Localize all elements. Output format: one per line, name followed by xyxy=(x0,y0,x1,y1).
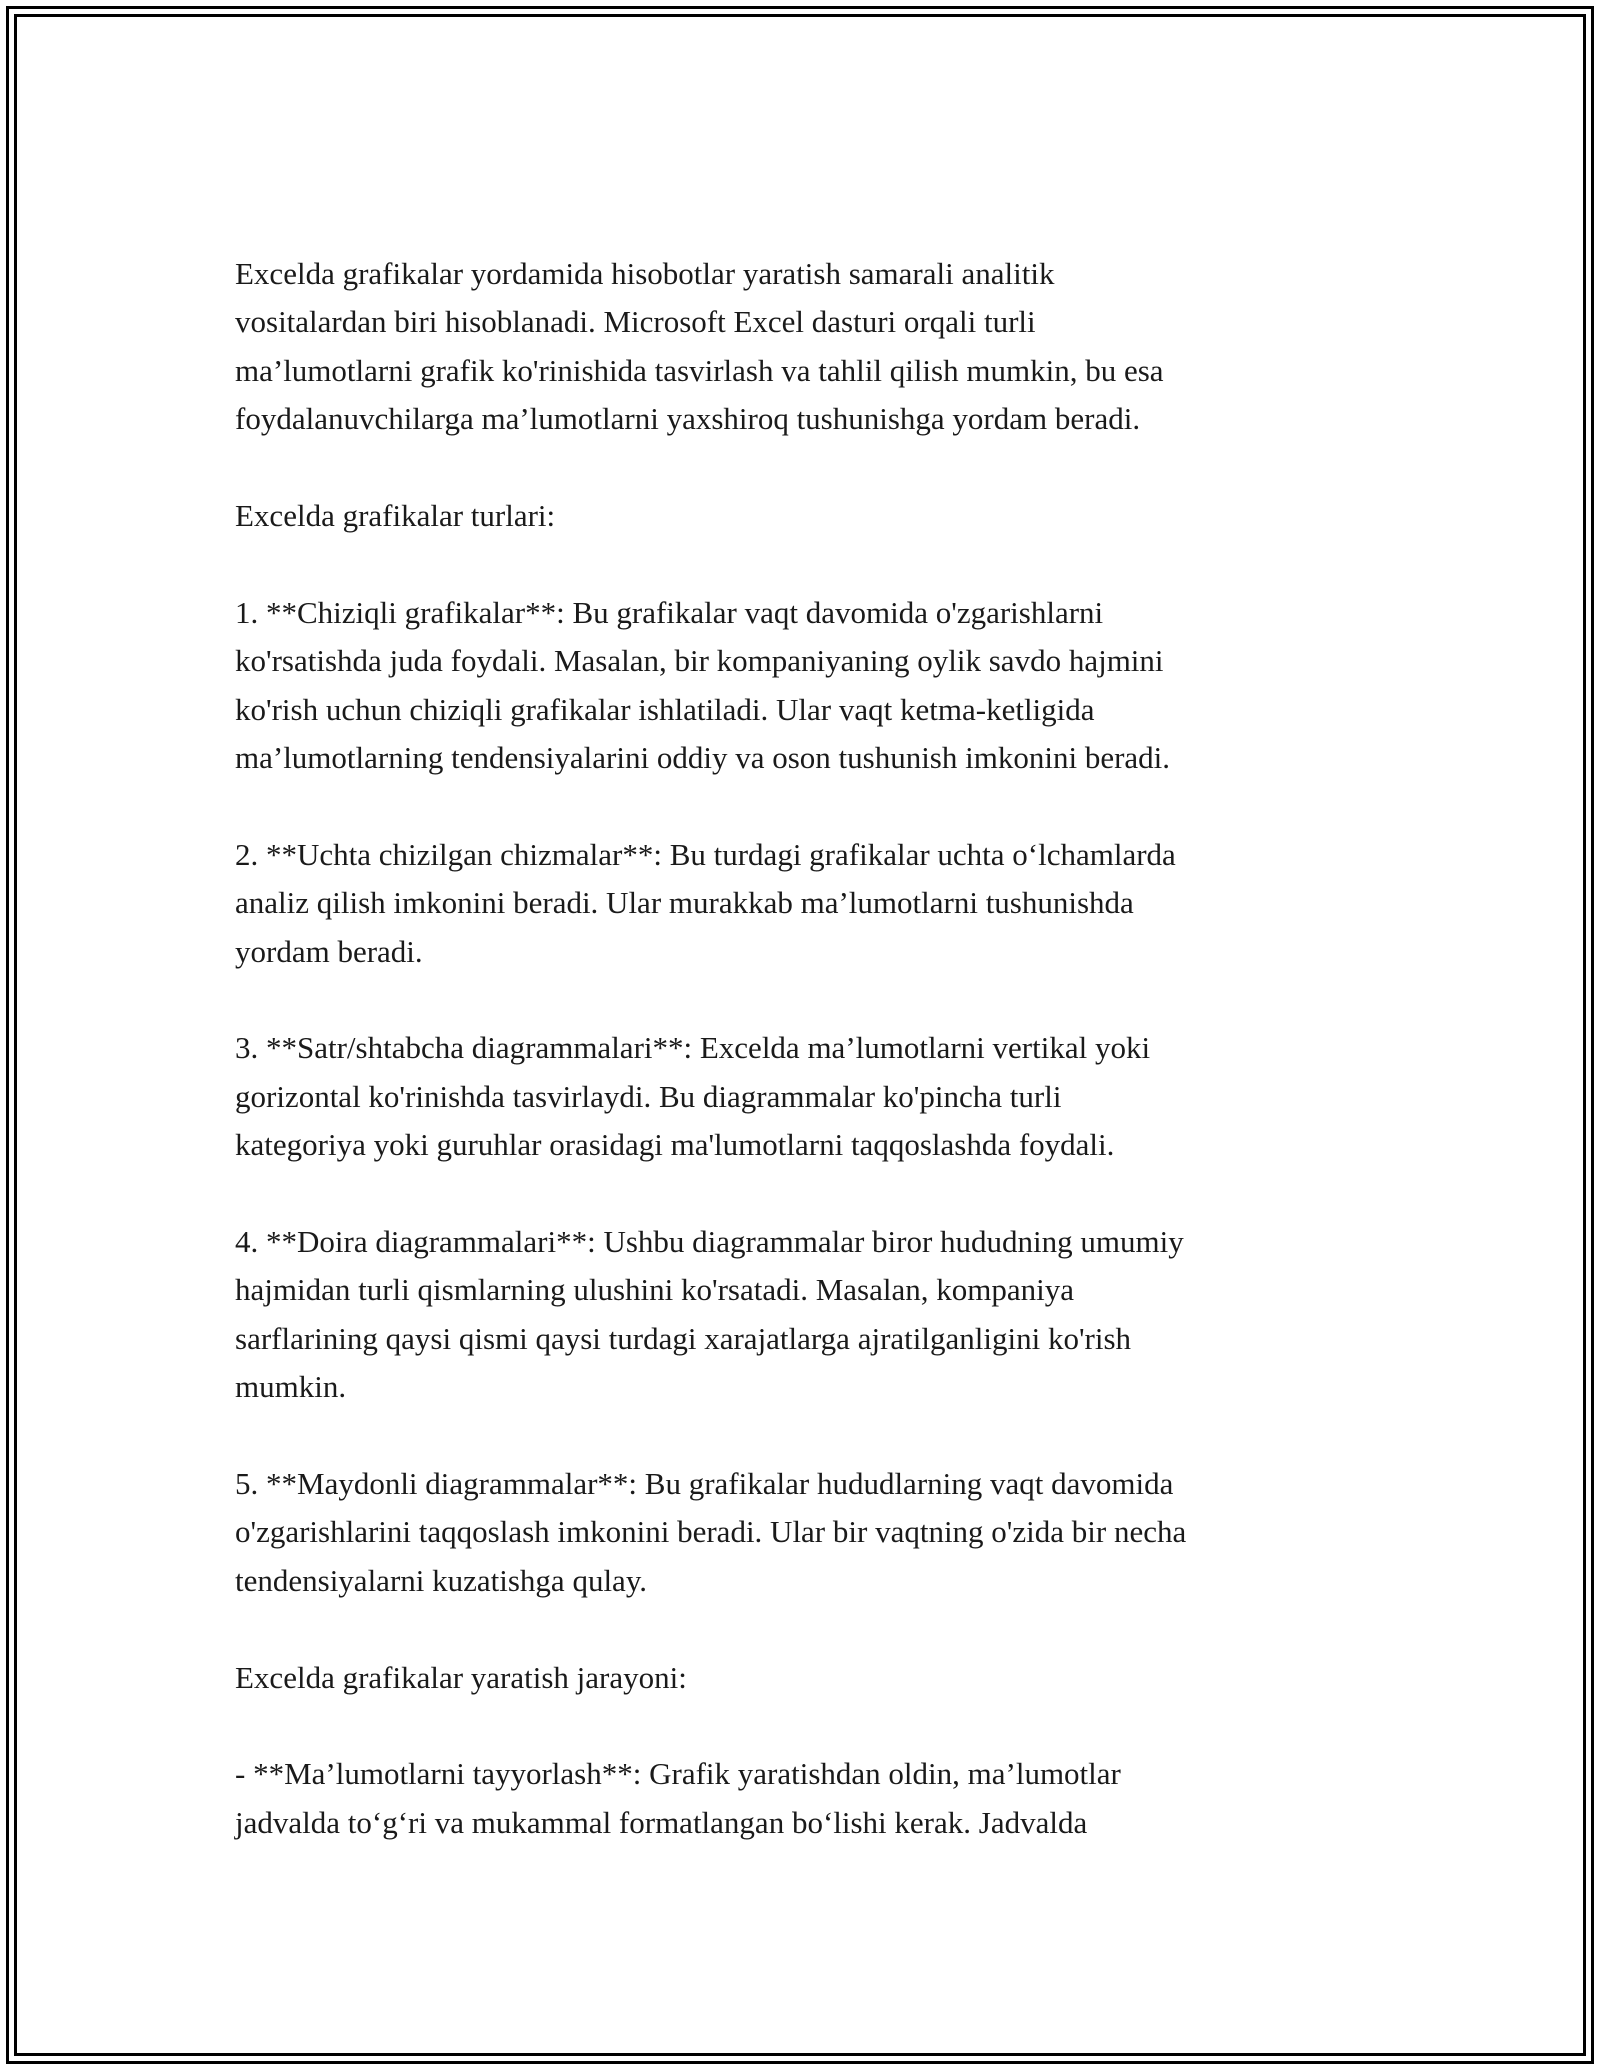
intro-paragraph: Excelda grafikalar yordamida hisobotlar yaratish samarali analitik vositalardan biri hisoblanadi. Microsoft Excel dasturi orqali turli ma’lumotlarni grafik ko'rinishida tasvirlash va tahlil qilish mumkin, bu esa foydalanuvchilarga ma’lumotlarni yaxshiroq tushunishga yordam beradi. xyxy=(235,256,1164,437)
chart-types-heading: Excelda grafikalar turlari: xyxy=(235,498,556,534)
list-item-3d-charts: 2. **Uchta chizilgan chizmalar**: Bu turdagi grafikalar uchta o‘lchamlarda analiz qilish imkonini beradi. Ular murakkab ma’lumotlarni tushunishda yordam beradi. xyxy=(235,836,1176,969)
document-body xyxy=(235,250,1375,1847)
list-item-area-charts: 5. **Maydonli diagrammalar**: Bu grafikalar hududlarning vaqt davomida o'zgarishlarini taqqoslash imkonini beradi. Ular bir vaqtning o'zida bir necha tendensiyalarni kuzatishga qulay. xyxy=(235,1466,1187,1598)
list-item-bar-charts: 3. **Satr/shtabcha diagrammalari**: Excelda ma’lumotlarni vertikal yoki gorizontal ko'rinishda tasvirlaydi. Bu diagrammalar ko'pincha turli kategoriya yoki guruhlar orasidagi ma'lumotlarni taqqoslashda foydali. xyxy=(235,1030,1151,1163)
bullet-data-preparation: - **Ma’lumotlarni tayyorlash**: Grafik yaratishdan oldin, ma’lumotlar jadvalda to‘g‘ri va mukammal formatlangan bo‘lishi kerak. Jadvalda xyxy=(235,1756,1121,1840)
creation-process-heading: Excelda grafikalar yaratish jarayoni: xyxy=(235,1659,687,1695)
list-item-line-charts: 1. **Chiziqli grafikalar**: Bu grafikalar vaqt davomida o'zgarishlarni ko'rsatishda juda foydali. Masalan, bir kompaniyaning oylik savdo hajmini ko'rish uchun chiziqli grafikalar ishlatiladi. Ular vaqt ketma-ketligida ma’lumotlarning tendensiyalarini oddiy va oson tushunish imkonini beradi. xyxy=(235,594,1171,776)
list-item-pie-charts: 4. **Doira diagrammalari**: Ushbu diagrammalar biror hududning umumiy hajmidan turli qismlarning ulushini ko'rsatadi. Masalan, kompaniya sarflarining qaysi qismi qaysi turdagi xarajatlarga ajratilganligini ko'rish mumkin. xyxy=(235,1224,1184,1405)
